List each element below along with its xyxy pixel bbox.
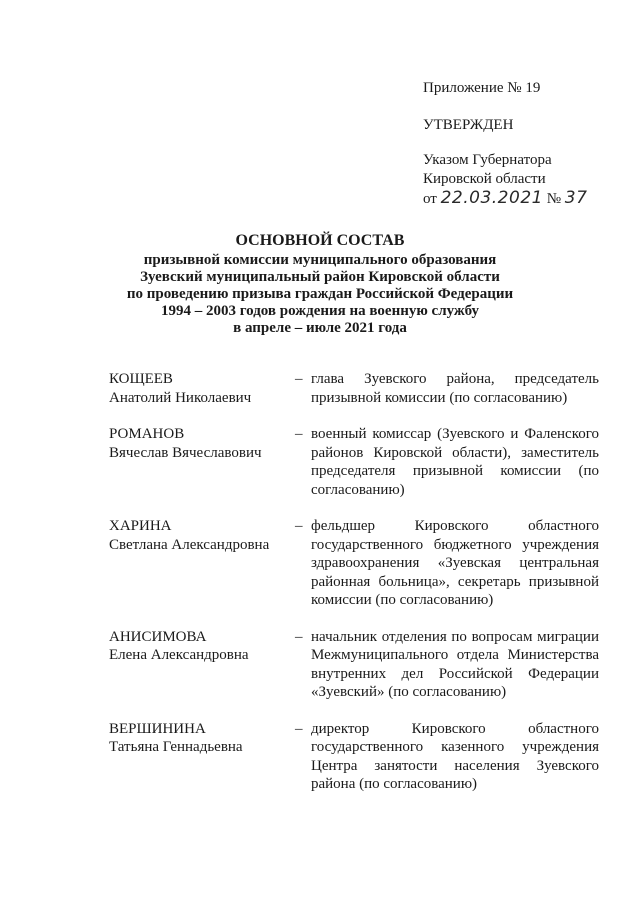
- document-title: [60, 232, 580, 337]
- member-dash: –: [295, 628, 303, 645]
- main-title: ОСНОВНОЙ СОСТАВ: [235, 232, 405, 249]
- number-sign: №: [546, 191, 562, 207]
- member-name: [109, 517, 295, 610]
- from-prefix: от: [423, 191, 437, 207]
- member-given-name: Светлана Александровна: [109, 536, 270, 553]
- member-surname: ВЕРШИНИНА: [109, 720, 206, 737]
- title-line-3: по проведению призыва граждан Российской Федерации: [126, 286, 514, 302]
- member-given-name: Анатолий Николаевич: [109, 389, 252, 406]
- decree-date-line: [423, 189, 623, 209]
- member-entry: [109, 628, 599, 702]
- member-name: [109, 425, 295, 499]
- member-surname: ХАРИНА: [109, 518, 172, 534]
- approved-label: УТВЕРЖДЕН: [423, 117, 514, 133]
- member-role: военный комиссар (Зуевского и Фаленского районов Кировской области), заместитель председателя призывной комиссии (по согласованию): [311, 426, 599, 498]
- member-dash: –: [295, 426, 303, 442]
- member-surname: КОЩЕЕВ: [109, 371, 173, 387]
- member-entry: [109, 425, 599, 499]
- member-name: [109, 370, 295, 407]
- members-list: [109, 370, 599, 812]
- handwritten-number: 37: [564, 188, 588, 208]
- member-role: глава Зуевского района, председатель призывной комиссии (по согласованию): [311, 371, 599, 406]
- member-dash: –: [295, 518, 303, 534]
- member-given-name: Вячеслав Вячеславович: [109, 444, 262, 461]
- member-given-name: Татьяна Геннадьевна: [109, 739, 243, 755]
- member-dash: –: [295, 720, 303, 737]
- member-surname: РОМАНОВ: [109, 426, 185, 442]
- member-role: начальник отделения по вопросам миграции Межмуниципального отдела Министерства внутренних дел Российской Федерации «Зуевский» (по согласованию): [311, 628, 599, 700]
- title-line-1: призывной комиссии муниципального образования: [143, 252, 497, 268]
- member-entry: [109, 517, 599, 610]
- member-surname: АНИСИМОВА: [109, 628, 207, 645]
- appendix-label: Приложение № 19: [423, 80, 541, 96]
- decree-line-2: Кировской области: [423, 171, 546, 187]
- title-line-5: в апреле – июле 2021 года: [233, 320, 407, 336]
- member-role: фельдшер Кировского областного государственного бюджетного учреждения здравоохранения «Зуевская центральная районная больница», секретарь призывной комиссии (по согласованию): [311, 518, 599, 608]
- decree-line-1: Указом Губернатора: [423, 152, 552, 168]
- member-name: [109, 628, 295, 702]
- member-entry: [109, 370, 599, 407]
- member-name: [109, 720, 295, 794]
- member-given-name: Елена Александровна: [109, 647, 249, 663]
- approval-block: [423, 79, 623, 209]
- member-dash: –: [295, 371, 303, 387]
- member-entry: [109, 720, 599, 794]
- title-line-4: 1994 – 2003 годов рождения на военную службу: [160, 303, 480, 319]
- title-line-2: Зуевский муниципальный район Кировской области: [140, 269, 500, 285]
- member-role: директор Кировского областного государственного казенного учреждения Центра занятости населения Зуевского района (по согласованию): [311, 720, 599, 792]
- handwritten-date: 22.03.2021: [440, 188, 543, 208]
